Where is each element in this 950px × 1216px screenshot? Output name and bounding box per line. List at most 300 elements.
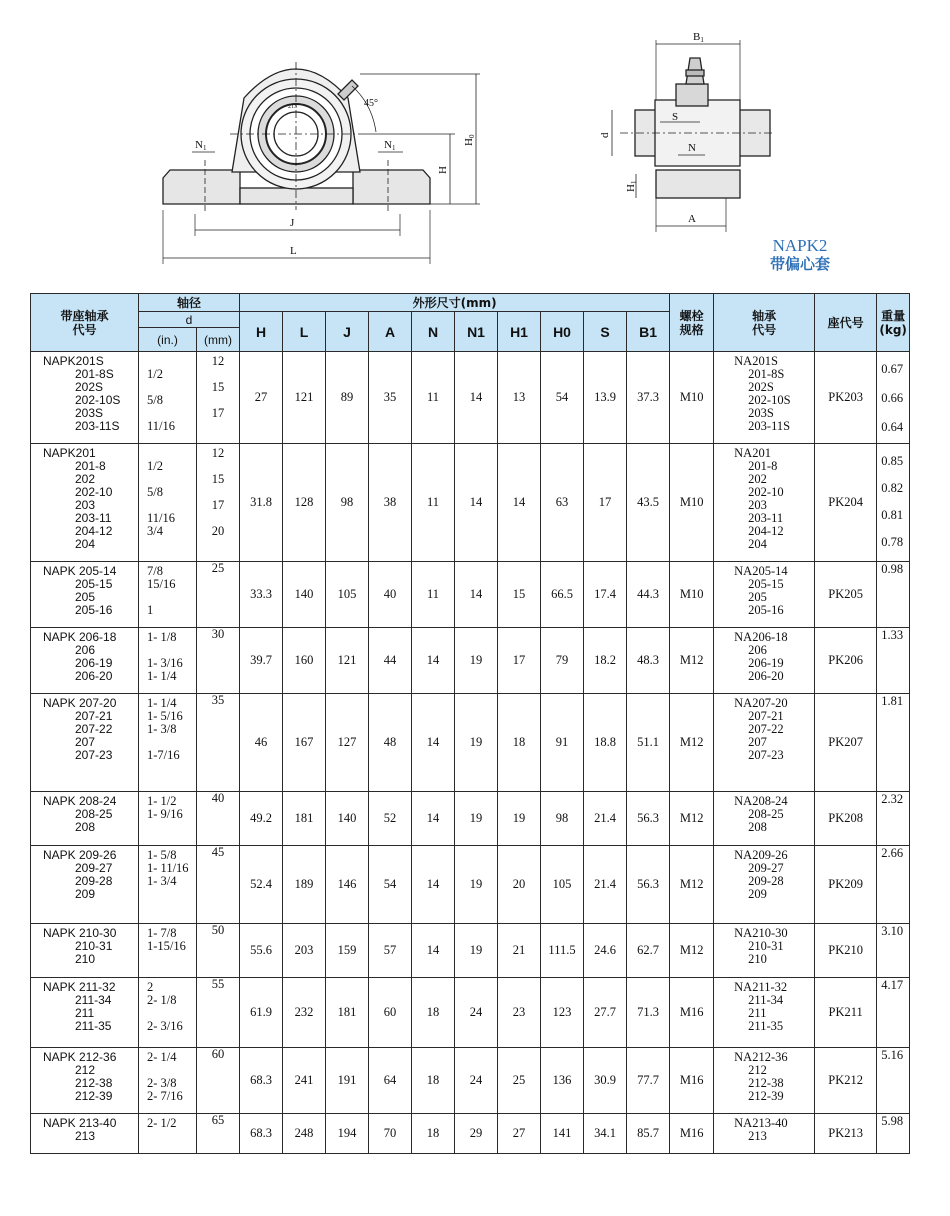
dim-l-cell: 232 xyxy=(283,978,326,1048)
inch-value: 5/8 xyxy=(147,485,163,499)
unit-code: 207-21 xyxy=(75,709,113,723)
unit-code: 207-23 xyxy=(75,748,113,762)
inch-value: 1- 9/16 xyxy=(147,807,183,821)
inch-value: 11/16 xyxy=(147,511,176,525)
svg-text:S: S xyxy=(672,111,679,123)
weight-value: 0.64 xyxy=(881,420,904,434)
bearing-code: NA210-30 xyxy=(734,926,788,940)
header-inch: (in.) xyxy=(139,328,197,352)
unit-code: 209-27 xyxy=(75,861,113,875)
mm-value: 60 xyxy=(211,1047,225,1061)
dim-l-cell: 121 xyxy=(283,352,326,444)
unit-code-cell xyxy=(31,846,139,924)
table-row xyxy=(31,792,910,846)
dim-h1-cell: 19 xyxy=(498,792,541,846)
table-row xyxy=(31,1048,910,1114)
svg-text:A: A xyxy=(688,213,696,225)
bearing-code-cell xyxy=(714,792,815,846)
unit-code: NAPK 205-14 xyxy=(43,564,117,578)
weight-value: 3.10 xyxy=(881,924,904,938)
unit-code-cell xyxy=(31,1114,139,1154)
mm-cell xyxy=(197,352,240,444)
unit-code: 205 xyxy=(75,590,96,604)
bearing-code: 206-19 xyxy=(748,656,784,670)
dim-n1-cell: 29 xyxy=(455,1114,498,1154)
bearing-code-cell xyxy=(714,978,815,1048)
dim-n1-cell: 19 xyxy=(455,792,498,846)
dim-h1-cell: 27 xyxy=(498,1114,541,1154)
dim-b1-cell: 43.5 xyxy=(627,444,670,562)
unit-code-cell xyxy=(31,792,139,846)
bolt-cell: M10 xyxy=(670,352,714,444)
inch-value: 5/8 xyxy=(147,393,163,407)
dim-s-cell: 18.2 xyxy=(584,628,627,694)
inch-value xyxy=(147,538,196,551)
mm-value: 40 xyxy=(211,791,225,805)
unit-code: 202S xyxy=(75,380,104,394)
unit-code-cell xyxy=(31,924,139,978)
bearing-code: NA212-36 xyxy=(734,1050,788,1064)
header-housing: 座代号 xyxy=(815,294,877,352)
bearing-code: 207-22 xyxy=(748,722,784,736)
inch-value: 1- 1/4 xyxy=(147,696,177,710)
dim-h1-cell: 15 xyxy=(498,562,541,628)
side-view-drawing xyxy=(612,40,775,232)
unit-code: NAPK 208-24 xyxy=(43,794,117,808)
dim-h-cell: 55.6 xyxy=(240,924,283,978)
dim-s-cell: 30.9 xyxy=(584,1048,627,1114)
header-col-j: J xyxy=(326,312,369,352)
bolt-cell: M16 xyxy=(670,978,714,1048)
unit-code: 205-15 xyxy=(75,577,113,591)
weight-cell xyxy=(877,628,910,694)
header-bolt: 螺栓 规格 xyxy=(670,294,714,352)
unit-code: 211-34 xyxy=(75,993,112,1007)
dim-b1-cell: 51.1 xyxy=(627,694,670,792)
inch-value xyxy=(147,821,196,834)
dim-s-cell: 24.6 xyxy=(584,924,627,978)
dim-h-cell: 33.3 xyxy=(240,562,283,628)
unit-code: 208-25 xyxy=(75,807,113,821)
header-col-l: L xyxy=(283,312,326,352)
weight-cell xyxy=(877,924,910,978)
dim-s-cell: 21.4 xyxy=(584,846,627,924)
svg-text:d: d xyxy=(599,132,611,138)
bearing-code: 201-8S xyxy=(748,367,785,381)
inch-value: 1- 3/8 xyxy=(147,722,177,736)
dim-j-cell: 146 xyxy=(326,846,369,924)
bearing-code: 202-10 xyxy=(748,485,784,499)
dim-h0-cell: 141 xyxy=(541,1114,584,1154)
housing-code-cell: PK210 xyxy=(815,924,877,978)
unit-code: 207 xyxy=(75,735,96,749)
inch-value: 2- 7/16 xyxy=(147,1089,183,1103)
dim-b1-cell: 71.3 xyxy=(627,978,670,1048)
unit-code: 212-38 xyxy=(75,1076,113,1090)
weight-cell xyxy=(877,1114,910,1154)
inch-cell xyxy=(139,924,197,978)
dim-s-cell: 18.8 xyxy=(584,694,627,792)
unit-code: NAPK201S xyxy=(43,354,104,368)
dim-s-cell: 27.7 xyxy=(584,978,627,1048)
mm-value: 12 xyxy=(211,446,225,460)
inch-value xyxy=(147,591,196,604)
dim-s-cell: 21.4 xyxy=(584,792,627,846)
bearing-code-cell xyxy=(714,694,815,792)
svg-text:45°: 45° xyxy=(364,98,378,109)
dim-n1-cell: 24 xyxy=(455,1048,498,1114)
inch-value: 1- 7/8 xyxy=(147,926,177,940)
mm-value: 15 xyxy=(211,472,225,486)
housing-code-cell: PK208 xyxy=(815,792,877,846)
weight-value: 0.67 xyxy=(881,362,904,376)
weight-value: 1.81 xyxy=(881,694,904,708)
bearing-code: 205-16 xyxy=(748,603,784,617)
bolt-cell: M10 xyxy=(670,444,714,562)
series-code: NAPK2 xyxy=(772,236,828,255)
inch-value: 11/16 xyxy=(147,419,176,433)
weight-cell xyxy=(877,562,910,628)
inch-value: 2- 3/8 xyxy=(147,1076,177,1090)
inch-value xyxy=(147,953,196,966)
svg-text:N: N xyxy=(688,142,696,154)
unit-code: 210 xyxy=(75,952,96,966)
unit-code: NAPK 207-20 xyxy=(43,696,117,710)
dim-j-cell: 140 xyxy=(326,792,369,846)
bearing-code: NA211-32 xyxy=(734,980,788,994)
bolt-cell: M12 xyxy=(670,792,714,846)
dim-l-cell: 241 xyxy=(283,1048,326,1114)
dim-n-cell: 18 xyxy=(412,1048,455,1114)
bearing-code: 204 xyxy=(748,537,767,551)
inch-cell xyxy=(139,694,197,792)
unit-code: 209-28 xyxy=(75,874,113,888)
unit-code: 211-35 xyxy=(75,1019,112,1033)
dim-b1-cell: 62.7 xyxy=(627,924,670,978)
inch-cell xyxy=(139,1114,197,1154)
inch-cell xyxy=(139,792,197,846)
dim-h-cell: 52.4 xyxy=(240,846,283,924)
mm-cell xyxy=(197,924,240,978)
unit-code: NAPK 206-18 xyxy=(43,630,117,644)
dim-l-cell: 167 xyxy=(283,694,326,792)
inch-value: 1-15/16 xyxy=(147,939,186,953)
mm-cell xyxy=(197,1048,240,1114)
weight-cell xyxy=(877,444,910,562)
inch-value: 1- 3/16 xyxy=(147,656,183,670)
series-title xyxy=(745,236,855,274)
table-row xyxy=(31,628,910,694)
dim-n1-cell: 24 xyxy=(455,978,498,1048)
inch-value: 3/4 xyxy=(147,524,163,538)
bearing-code: 202S xyxy=(748,380,774,394)
dim-h-cell: 68.3 xyxy=(240,1114,283,1154)
dim-h-cell: 27 xyxy=(240,352,283,444)
bearing-code: 203 xyxy=(748,498,767,512)
dim-n-cell: 11 xyxy=(412,352,455,444)
dim-l-cell: 128 xyxy=(283,444,326,562)
housing-code-cell: PK213 xyxy=(815,1114,877,1154)
bearing-code-cell xyxy=(714,444,815,562)
bearing-code-cell xyxy=(714,1114,815,1154)
weight-cell xyxy=(877,352,910,444)
dim-a-cell: 70 xyxy=(369,1114,412,1154)
weight-value: 1.33 xyxy=(881,628,904,642)
bearing-code: 211 xyxy=(748,1006,767,1020)
weight-value: 0.66 xyxy=(881,391,904,405)
dim-n-cell: 14 xyxy=(412,694,455,792)
unit-code: 204 xyxy=(75,537,96,551)
inch-value: 1- 1/4 xyxy=(147,669,177,683)
dim-h-cell: 68.3 xyxy=(240,1048,283,1114)
bearing-code: 211-35 xyxy=(748,1019,784,1033)
unit-code-cell xyxy=(31,444,139,562)
unit-code: 207-22 xyxy=(75,722,113,736)
weight-cell xyxy=(877,694,910,792)
housing-code-cell: PK204 xyxy=(815,444,877,562)
table-row xyxy=(31,978,910,1048)
dim-b1-cell: 48.3 xyxy=(627,628,670,694)
housing-code-cell: PK211 xyxy=(815,978,877,1048)
bearing-code: 204-12 xyxy=(748,524,784,538)
header-mm: (mm) xyxy=(197,328,240,352)
unit-code-cell xyxy=(31,694,139,792)
dim-h1-cell: 25 xyxy=(498,1048,541,1114)
bearing-code-cell xyxy=(714,924,815,978)
dim-j-cell: 181 xyxy=(326,978,369,1048)
dim-h0-cell: 63 xyxy=(541,444,584,562)
unit-code: NAPK201 xyxy=(43,446,96,460)
unit-code: 209 xyxy=(75,887,96,901)
weight-value: 0.82 xyxy=(881,481,904,495)
bearing-code: 209-27 xyxy=(748,861,784,875)
bolt-cell: M12 xyxy=(670,924,714,978)
bearing-code-cell xyxy=(714,846,815,924)
bearing-code: 212-38 xyxy=(748,1076,784,1090)
mm-value: 25 xyxy=(211,561,225,575)
dim-h-cell: 46 xyxy=(240,694,283,792)
unit-code: 202 xyxy=(75,472,96,486)
dim-n1-cell: 19 xyxy=(455,846,498,924)
mm-cell xyxy=(197,978,240,1048)
dim-h0-cell: 98 xyxy=(541,792,584,846)
housing-code-cell: PK212 xyxy=(815,1048,877,1114)
bearing-code: NA201 xyxy=(734,446,771,460)
bearing-code: 205-15 xyxy=(748,577,784,591)
dim-h1-cell: 18 xyxy=(498,694,541,792)
housing-code-cell: PK209 xyxy=(815,846,877,924)
dim-l-cell: 248 xyxy=(283,1114,326,1154)
dim-l-cell: 160 xyxy=(283,628,326,694)
bearing-code: 208-25 xyxy=(748,807,784,821)
unit-code: 203-11 xyxy=(75,511,112,525)
dim-n1-cell: 14 xyxy=(455,562,498,628)
mm-value: 45 xyxy=(211,845,225,859)
bearing-code: NA208-24 xyxy=(734,794,788,808)
header-col-h0: H0 xyxy=(541,312,584,352)
dim-n-cell: 14 xyxy=(412,792,455,846)
table-row xyxy=(31,562,910,628)
dim-a-cell: 52 xyxy=(369,792,412,846)
inch-value: 2- 1/8 xyxy=(147,993,177,1007)
inch-value: 2- 1/4 xyxy=(147,1050,177,1064)
dim-a-cell: 60 xyxy=(369,978,412,1048)
bearing-code: 207-21 xyxy=(748,709,784,723)
bearing-code: 207 xyxy=(748,735,767,749)
bearing-code: 210-31 xyxy=(748,939,784,953)
bearing-code: 209-28 xyxy=(748,874,784,888)
dim-h0-cell: 105 xyxy=(541,846,584,924)
dim-b1-cell: 56.3 xyxy=(627,792,670,846)
unit-code-cell xyxy=(31,562,139,628)
header-col-n1: N1 xyxy=(455,312,498,352)
mm-value: 15 xyxy=(211,380,225,394)
bearing-code: 205 xyxy=(748,590,767,604)
unit-code: 202-10 xyxy=(75,485,113,499)
housing-code-cell: PK203 xyxy=(815,352,877,444)
dim-s-cell: 17 xyxy=(584,444,627,562)
dim-s-cell: 13.9 xyxy=(584,352,627,444)
dim-l-cell: 140 xyxy=(283,562,326,628)
inch-value: 1-7/16 xyxy=(147,748,180,762)
bearing-code: 206-20 xyxy=(748,669,784,683)
bearing-code: 203-11 xyxy=(748,511,784,525)
specification-table xyxy=(30,293,908,1153)
dim-a-cell: 35 xyxy=(369,352,412,444)
inch-value: 1- 5/16 xyxy=(147,709,183,723)
dim-a-cell: 54 xyxy=(369,846,412,924)
inch-cell xyxy=(139,846,197,924)
inch-cell xyxy=(139,978,197,1048)
bearing-code: 212 xyxy=(748,1063,767,1077)
inch-value: 15/16 xyxy=(147,577,176,591)
dim-n-cell: 14 xyxy=(412,846,455,924)
unit-code: 203 xyxy=(75,498,96,512)
inch-value: 1- 1/2 xyxy=(147,794,177,808)
unit-code: 205-16 xyxy=(75,603,113,617)
header-shaft: 轴径 xyxy=(139,294,240,312)
dim-n-cell: 14 xyxy=(412,628,455,694)
housing-code-cell: PK205 xyxy=(815,562,877,628)
dim-n1-cell: 19 xyxy=(455,694,498,792)
dim-b1-cell: 44.3 xyxy=(627,562,670,628)
mm-value: 55 xyxy=(211,977,225,991)
dim-s-cell: 17.4 xyxy=(584,562,627,628)
dim-n-cell: 18 xyxy=(412,1114,455,1154)
dim-b1-cell: 85.7 xyxy=(627,1114,670,1154)
dim-a-cell: 38 xyxy=(369,444,412,562)
dim-n-cell: 11 xyxy=(412,444,455,562)
unit-code: 212-39 xyxy=(75,1089,113,1103)
unit-code-cell xyxy=(31,1048,139,1114)
unit-code-cell xyxy=(31,352,139,444)
unit-code: 203-11S xyxy=(75,419,120,433)
unit-code: 213 xyxy=(75,1129,96,1143)
table-header xyxy=(31,294,910,352)
inch-value: 1- 11/16 xyxy=(147,861,189,875)
bearing-code-cell xyxy=(714,562,815,628)
weight-value: 5.98 xyxy=(881,1114,904,1128)
bearing-code: NA209-26 xyxy=(734,848,788,862)
dim-l-cell: 203 xyxy=(283,924,326,978)
dim-h0-cell: 123 xyxy=(541,978,584,1048)
bearing-code: NA207-20 xyxy=(734,696,788,710)
svg-text:B1: B1 xyxy=(693,31,704,44)
dim-j-cell: 121 xyxy=(326,628,369,694)
table-row xyxy=(31,444,910,562)
housing-code-cell: PK207 xyxy=(815,694,877,792)
unit-code-cell xyxy=(31,978,139,1048)
dim-b1-cell: 77.7 xyxy=(627,1048,670,1114)
dim-j-cell: 89 xyxy=(326,352,369,444)
bearing-code: NA206-18 xyxy=(734,630,788,644)
weight-value: 0.98 xyxy=(881,562,904,576)
bearing-code-cell xyxy=(714,1048,815,1114)
dim-s-cell: 34.1 xyxy=(584,1114,627,1154)
mm-cell xyxy=(197,694,240,792)
dim-h0-cell: 79 xyxy=(541,628,584,694)
inch-value: 1- 1/8 xyxy=(147,630,177,644)
unit-code: 212 xyxy=(75,1063,96,1077)
unit-code: 201-8S xyxy=(75,367,114,381)
dim-h0-cell: 136 xyxy=(541,1048,584,1114)
inch-value: 1/2 xyxy=(147,367,163,381)
header-bearing: 轴承 代号 xyxy=(714,294,815,352)
inch-value: 1- 3/4 xyxy=(147,874,177,888)
dim-j-cell: 159 xyxy=(326,924,369,978)
header-col-b1: B1 xyxy=(627,312,670,352)
dim-n1-cell: 19 xyxy=(455,924,498,978)
weight-cell xyxy=(877,792,910,846)
bolt-cell: M12 xyxy=(670,628,714,694)
dim-h-cell: 49.2 xyxy=(240,792,283,846)
bolt-cell: M12 xyxy=(670,694,714,792)
dim-n1-cell: 14 xyxy=(455,444,498,562)
dim-a-cell: 44 xyxy=(369,628,412,694)
bearing-code: 206 xyxy=(748,643,767,657)
table-row xyxy=(31,924,910,978)
header-d: d xyxy=(139,312,240,328)
mm-cell xyxy=(197,628,240,694)
bearing-code: 201-8 xyxy=(748,459,778,473)
dim-h0-cell: 111.5 xyxy=(541,924,584,978)
dim-n1-cell: 14 xyxy=(455,352,498,444)
svg-text:J: J xyxy=(290,217,295,229)
dim-n-cell: 18 xyxy=(412,978,455,1048)
mm-cell xyxy=(197,846,240,924)
mm-value: 35 xyxy=(211,693,225,707)
unit-code: NAPK 209-26 xyxy=(43,848,117,862)
svg-text:213: 213 xyxy=(288,104,297,110)
dim-j-cell: 98 xyxy=(326,444,369,562)
bolt-cell: M16 xyxy=(670,1048,714,1114)
weight-cell xyxy=(877,846,910,924)
unit-code: NAPK 212-36 xyxy=(43,1050,117,1064)
weight-value: 4.17 xyxy=(881,978,904,992)
unit-code: 208 xyxy=(75,820,96,834)
bearing-code: 208 xyxy=(748,820,767,834)
weight-value: 0.81 xyxy=(881,508,904,522)
mm-value: 50 xyxy=(211,923,225,937)
header-col-s: S xyxy=(584,312,627,352)
dim-h1-cell: 13 xyxy=(498,352,541,444)
svg-text:H0: H0 xyxy=(463,134,476,146)
mm-value: 20 xyxy=(211,524,225,538)
svg-text:H1: H1 xyxy=(625,180,638,192)
inch-cell xyxy=(139,628,197,694)
inch-value: 7/8 xyxy=(147,564,163,578)
unit-code: 210-31 xyxy=(75,939,113,953)
